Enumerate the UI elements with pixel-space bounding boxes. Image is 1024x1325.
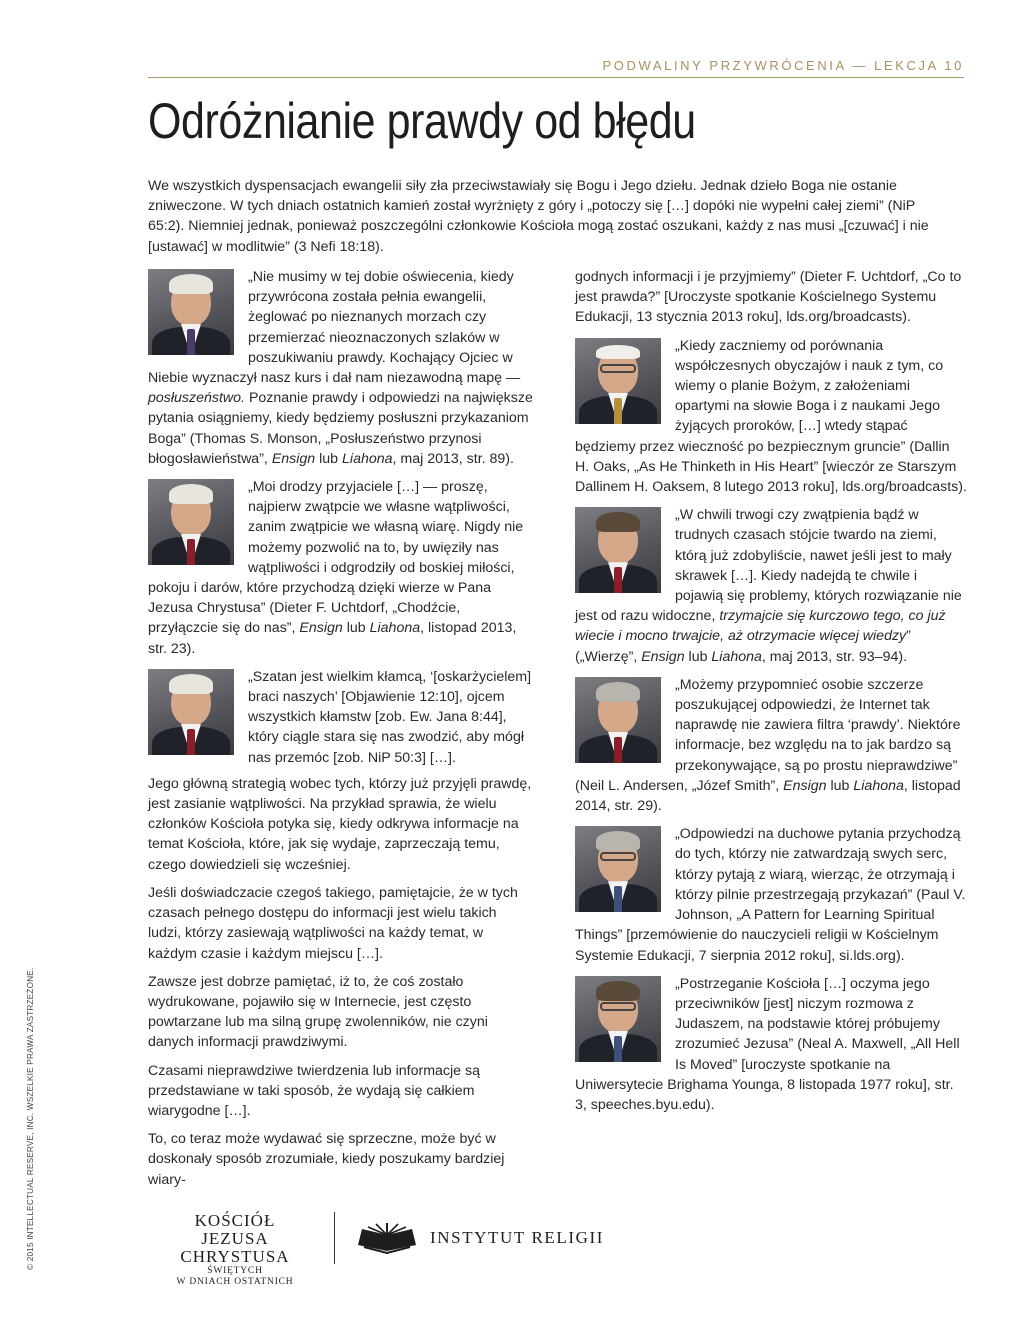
- quote-andersen: „Możemy przypomnieć osobie szczerze poszukującej odpowiedzi, że Internet tak naprawdę nie zawiera filtra ‘prawdy’. Niektóre informacje, bez względu na to jak bardzo są przekonywające, są po prostu nieprawdziwe” (Neil L. Andersen, „Józef Smith”, Ensign lub Liahona, listopad 2014, str. 29).: [575, 676, 961, 815]
- portrait-holland: [575, 507, 661, 593]
- paragraph: Zawsze jest dobrze pamiętać, iż to, że coś zostało wydrukowane, pojawiło się w Internecie, jest często powtarzane lub ma silną grupę zwolenników, nie czyni danych informacji prawdziwymi.: [148, 973, 488, 1051]
- portrait-maxwell: [575, 976, 661, 1062]
- quote-uchtdorf-1: „Moi drodzy przyjaciele […] — proszę, najpierw zwątpcie we własne wątpliwości, zanim zwątpicie we własną wiarę. Nigdy nie możemy pozwolić na to, by uwięziły nas wątpliwości i odgrodziły od boskiej miłości, pokoju i darów, które przychodzą dzięki wierze w Pana Jezusa Chrystusa” (Dieter F. Uchtdorf, „Chodźcie, przyłączcie się do nas”, Ensign lub Liahona, listopad 2013, str. 23).: [148, 479, 524, 657]
- portrait-uchtdorf-2: [148, 669, 234, 755]
- institute-name: INSTYTUT RELIGII: [430, 1228, 605, 1247]
- portrait-monson: [148, 269, 234, 355]
- right-column: [575, 267, 967, 1123]
- footer-divider: [334, 1212, 335, 1264]
- quote-johnson: „Odpowiedzi na duchowe pytania przychodzą do tych, którzy nie zatwardzają swych serc, którzy pytają z wiarą, wierząc, że otrzymają i którzy pilnie przestrzegają przykazań” (Paul V. Johnson, „A Pattern for Learning Spiritual Things” [przemówienie do nauczycieli religii w Kościelnym Systemie Edukacji, 7 sierpnia 2012 roku], si.lds.org).: [575, 826, 966, 964]
- quote-uchtdorf-2: „Szatan jest wielkim kłamcą, ‘[oskarżycielem] braci naszych’ [Objawienie 12:10], ojcem wszystkich kłamstw [zob. Ew. Jana 8:44], który ciągle stara się nas zwodzić, aby mógł nas przemóc [zob. NiP 50:3] […]. Jego główną strategią wobec tych, którzy już przyjęli prawdę, jest zasianie wątpliwości. Na przykład sprawia, że wielu członków Kościoła potyka się, kiedy odkrywa informacje na temat Kościoła, które, jak się wydaje, zaprzeczają temu, czego dowiedzieli się wcześniej.: [148, 668, 532, 873]
- portrait-andersen: [575, 677, 661, 763]
- paragraph-continued: godnych informacji i je przyjmiemy” (Dieter F. Uchtdorf, „Co to jest prawda?” [Uroczyste spotkanie Kościelnego Systemu Edukacji, 13 stycznia 2013 roku], lds.org/broadcasts).: [575, 269, 962, 326]
- quote-monson: „Nie musimy w tej dobie oświecenia, kiedy przywrócona została pełnia ewangelii, żeglować po nieznanych morzach czy przemierzać nieoznaczonych szlaków w poszukiwaniu prawdy. Kochający Ojciec w Niebie wyznaczył nasz kurs i dał nam niezawodną mapę — posłuszeństwo. Poznanie prawdy i odpowiedzi na największe pytania osiągniemy, kiedy będziemy posłuszni przykazaniom Boga” (Thomas S. Monson, „Posłuszeństwo przynosi błogosławieństwa”, Ensign lub Liahona, maj 2013, str. 89).: [148, 269, 533, 467]
- header-rule: [148, 77, 964, 78]
- intro-paragraph: We wszystkich dyspensacjach ewangelii siły zła przeciwstawiały się Bogu i Jego dziełu. Jednak dzieło Boga nie ostanie zniweczone. W tych dniach ostatnich kamień został wyrżnięty z góry i „potoczy się […] dopóki nie wypełni całej ziemi” (NiP 65:2). Niemniej jednak, ponieważ poszczególni członkowie Kościoła mogą zostać oszukani, każdy z nas musi „[czuwać] i nie [ustawać] w modlitwie” (3 Nefi 18:18).: [148, 178, 929, 255]
- open-book-icon: [356, 1221, 418, 1255]
- quote-holland: „W chwili trwogi czy zwątpienia bądź w trudnych czasach stójcie twardo na ziemi, którą już zdobyliście, nawet jeśli jest to mały skrawek […]. Kiedy nadejdą te chwile i pojawią się problemy, których rozwiązanie nie jest od razu widoczne, trzymajcie się kurczowo tego, co już wiecie i mocno trwajcie, aż otrzymacie więcej wiedzy” („Wierzę”, Ensign lub Liahona, maj 2013, str. 93–94).: [575, 507, 962, 665]
- copyright-notice: © 2015 INTELLECTUAL RESERVE, INC. WSZELKIE PRAWA ZASTRZEŻONE.: [26, 967, 35, 1270]
- paragraph: To, co teraz może wydawać się sprzeczne, może być w doskonały sposób zrozumiałe, kiedy poszukamy bardziej wiary-: [148, 1131, 505, 1188]
- paragraph: Jeśli doświadczacie czegoś takiego, pamiętajcie, że w tych czasach pełnego dostępu do informacji jest wielu takich ludzi, którzy zasiewają wątpliwości na każdy temat, w każdym czasie i każdym miejscu […].: [148, 884, 518, 962]
- page-title: Odróżnianie prawdy od błędu: [148, 93, 696, 149]
- paragraph: Czasami nieprawdziwe twierdzenia lub informacje są przedstawiane w taki sposób, że wydają się całkiem wiarygodne […].: [148, 1062, 480, 1119]
- church-logo: KOŚCIÓŁ JEZUSA CHRYSTUSA ŚWIĘTYCH W DNIACH OSTATNICH: [176, 1211, 294, 1287]
- portrait-oaks: [575, 338, 661, 424]
- portrait-uchtdorf-1: [148, 479, 234, 565]
- portrait-johnson: [575, 826, 661, 912]
- series-header: PODWALINY PRZYWRÓCENIA — LEKCJA 10: [602, 58, 964, 73]
- quote-maxwell: „Postrzeganie Kościoła […] oczyma jego przeciwników [jest] niczym rozmowa z Judaszem, na podstawie której próbujemy zrozumieć Jezusa” (Neal A. Maxwell, „All Hell Is Moved” [uroczyste spotkanie na Uniwersytecie Brighama Younga, 8 listopada 1977 roku], str. 3, speeches.byu.edu).: [575, 975, 960, 1113]
- left-column: [148, 267, 533, 1198]
- quote-oaks: „Kiedy zaczniemy od porównania współczesnych obyczajów i nauk z tym, co wiemy o planie Bożym, z założeniami opartymi na słowie Boga i z naukami Jego żyjących proroków, […] wtedy stąpać będziemy przez wieczność po bezpiecznym gruncie” (Dallin H. Oaks, „As He Thinketh in His Heart” [wieczór ze Starszym Dallinem H. Oaksem, 8 lutego 2013 roku], lds.org/broadcasts).: [575, 337, 967, 496]
